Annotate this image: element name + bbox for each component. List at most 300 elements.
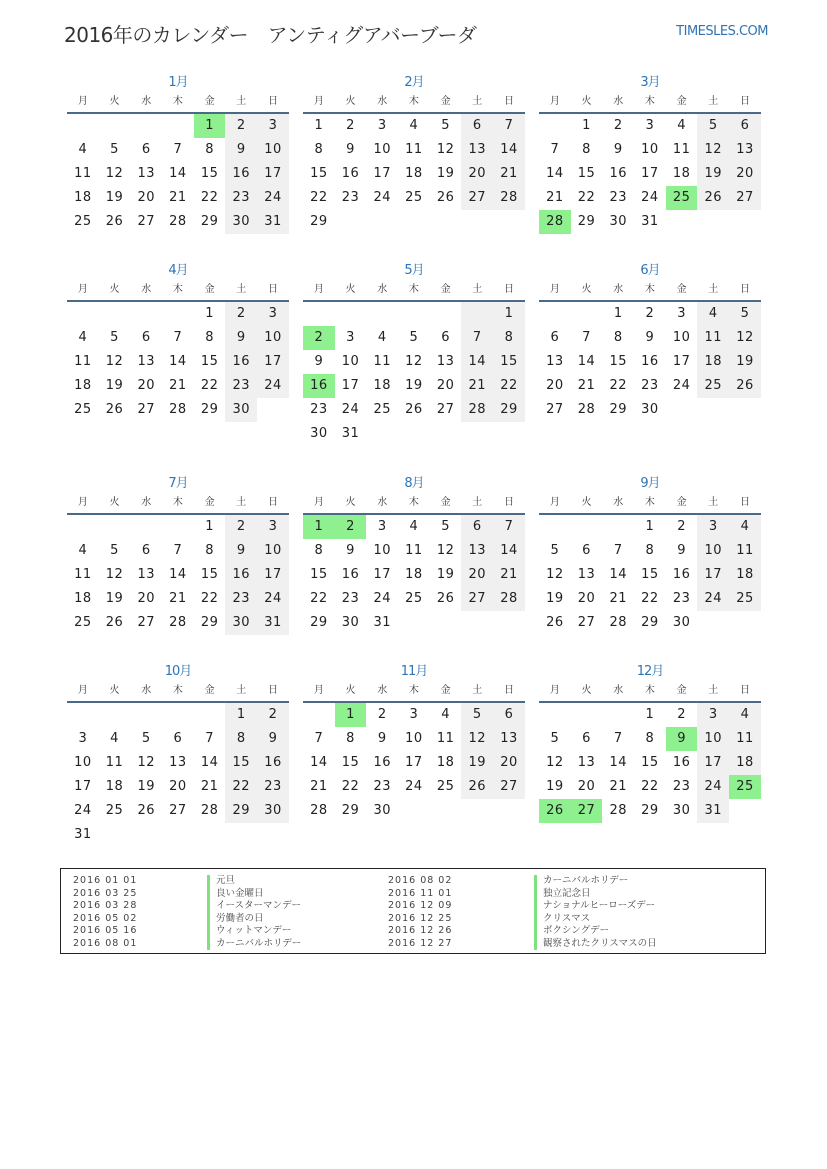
empty-cell — [430, 302, 462, 326]
day-cell: 21 — [609, 591, 627, 606]
weekday-label: 土 — [236, 284, 247, 295]
day-cell: 27 — [546, 402, 564, 417]
day-cell: 13 — [577, 567, 596, 582]
weekday-label: 水 — [141, 685, 152, 696]
day-cell: 9 — [346, 543, 355, 558]
day-cell: 11 — [405, 543, 423, 558]
day-cell: 21 — [609, 779, 627, 794]
day-cell: 7 — [613, 731, 623, 746]
day-cell: 15 — [641, 755, 659, 770]
weekday-label: 火 — [345, 685, 356, 696]
day-cell: 11 — [74, 354, 92, 369]
day-cell: 19 — [436, 166, 455, 181]
day-cell: 19 — [405, 378, 423, 393]
day-cell: 12 — [461, 727, 493, 751]
day-cell: 27 — [461, 186, 493, 210]
day-cell: 27 — [729, 186, 761, 210]
weekday-label: 木 — [644, 284, 655, 295]
empty-cell — [602, 703, 634, 727]
weekday-header — [303, 493, 525, 515]
day-cell: 1 — [645, 707, 655, 722]
weekday-label: 水 — [141, 284, 152, 295]
day-cell: 21 — [169, 591, 187, 606]
day-cell: 12 — [546, 755, 564, 770]
weekday-label: 水 — [141, 96, 152, 107]
day-cell: 14 — [200, 755, 219, 770]
holiday-date: 2016 01 01 — [73, 875, 138, 886]
holiday-day-cell: 25 — [729, 775, 761, 799]
day-cell: 9 — [225, 539, 257, 563]
day-cell: 19 — [137, 779, 155, 794]
weekday-header — [67, 493, 289, 515]
day-cell: 16 — [373, 755, 391, 770]
day-cell: 29 — [609, 402, 627, 417]
weekday-header — [539, 493, 761, 515]
weekday-label: 日 — [267, 497, 278, 508]
site-name[interactable]: TIMESLES.COM — [676, 24, 768, 39]
day-grid — [539, 703, 761, 823]
day-cell: 19 — [546, 779, 564, 794]
day-cell: 30 — [225, 611, 257, 635]
day-cell: 18 — [697, 350, 729, 374]
empty-cell — [130, 302, 162, 326]
day-cell: 19 — [461, 751, 493, 775]
holiday-date: 2016 03 25 — [73, 887, 138, 899]
holiday-day-cell: 27 — [571, 799, 603, 823]
day-cell: 26 — [436, 591, 455, 606]
month-name: 10月 — [164, 664, 192, 679]
day-cell: 30 — [225, 398, 257, 422]
day-cell: 21 — [169, 378, 187, 393]
empty-cell — [162, 302, 194, 326]
day-cell: 26 — [105, 402, 124, 417]
day-cell: 13 — [169, 755, 187, 770]
day-cell: 12 — [546, 567, 564, 582]
holiday-day-cell: 28 — [539, 210, 571, 234]
day-cell: 28 — [169, 402, 187, 417]
day-cell: 20 — [436, 378, 455, 393]
day-cell: 31 — [697, 799, 729, 823]
holiday-date: 2016 03 28 — [73, 900, 138, 911]
day-cell: 22 — [577, 190, 596, 205]
day-cell: 16 — [641, 354, 659, 369]
day-cell: 14 — [546, 166, 564, 181]
day-cell: 4 — [110, 731, 119, 746]
weekday-label: 月 — [549, 497, 560, 508]
holiday-names-right — [534, 875, 657, 950]
day-cell: 9 — [257, 727, 289, 751]
day-cell: 11 — [729, 727, 761, 751]
day-cell: 6 — [461, 515, 493, 539]
day-cell: 17 — [697, 751, 729, 775]
day-cell: 4 — [409, 519, 419, 534]
day-cell: 30 — [609, 214, 627, 229]
day-cell: 29 — [641, 803, 659, 818]
day-cell: 7 — [173, 543, 183, 558]
weekday-label: 木 — [408, 96, 419, 107]
day-cell: 3 — [257, 114, 289, 138]
day-cell: 5 — [409, 330, 419, 345]
weekday-header — [303, 681, 525, 703]
day-cell: 8 — [645, 731, 655, 746]
day-cell: 21 — [493, 162, 525, 186]
day-cell: 10 — [257, 138, 289, 162]
day-cell: 1 — [613, 306, 623, 321]
day-cell: 6 — [173, 731, 183, 746]
day-cell: 30 — [641, 402, 659, 417]
day-cell: 23 — [341, 190, 360, 205]
day-cell: 14 — [609, 567, 627, 582]
day-cell: 3 — [377, 519, 387, 534]
weekday-label: 火 — [581, 96, 592, 107]
weekday-label: 木 — [644, 497, 655, 508]
month-block — [539, 74, 761, 234]
day-cell: 23 — [672, 591, 691, 606]
weekday-label: 火 — [345, 284, 356, 295]
day-cell: 11 — [672, 142, 691, 157]
weekday-label: 木 — [172, 497, 183, 508]
month-block — [303, 663, 525, 823]
weekday-label: 木 — [644, 96, 655, 107]
day-cell: 14 — [493, 539, 525, 563]
day-cell: 25 — [74, 615, 92, 630]
weekday-label: 木 — [408, 284, 419, 295]
weekday-label: 水 — [141, 497, 152, 508]
empty-cell — [398, 302, 430, 326]
day-cell: 25 — [436, 779, 455, 794]
day-cell: 1 — [314, 118, 324, 133]
empty-cell — [571, 302, 603, 326]
day-cell: 15 — [200, 354, 219, 369]
day-cell: 21 — [169, 190, 187, 205]
holiday-day-cell: 26 — [539, 799, 571, 823]
weekday-label: 日 — [503, 284, 514, 295]
day-cell: 8 — [493, 326, 525, 350]
holiday-name: 元旦 — [207, 875, 301, 888]
day-cell: 6 — [441, 330, 450, 345]
weekday-label: 木 — [172, 284, 183, 295]
day-cell: 17 — [405, 755, 423, 770]
empty-cell — [539, 114, 571, 138]
month-block — [303, 262, 525, 446]
day-cell: 1 — [645, 519, 655, 534]
day-cell: 6 — [582, 731, 591, 746]
day-cell: 4 — [78, 543, 88, 558]
day-cell: 22 — [341, 779, 360, 794]
weekday-header — [67, 681, 289, 703]
holiday-name: カーニバルホリデー — [534, 875, 657, 888]
weekday-label: 月 — [549, 685, 560, 696]
holiday-day-cell: 16 — [303, 374, 335, 398]
day-cell: 16 — [341, 166, 360, 181]
day-cell: 18 — [729, 563, 761, 587]
day-cell: 18 — [74, 378, 92, 393]
day-cell: 30 — [341, 615, 360, 630]
day-cell: 11 — [729, 539, 761, 563]
day-cell: 17 — [697, 563, 729, 587]
day-cell: 18 — [74, 190, 92, 205]
holiday-day-cell: 25 — [666, 186, 698, 210]
holiday-day-cell: 2 — [303, 326, 335, 350]
day-cell: 5 — [550, 543, 560, 558]
month-block — [67, 475, 289, 635]
day-cell: 21 — [461, 374, 493, 398]
month-block — [539, 262, 761, 422]
day-cell: 24 — [697, 587, 729, 611]
empty-cell — [130, 114, 162, 138]
holiday-date: 2016 12 27 — [388, 937, 453, 949]
holiday-name: ナショナルヒーローズデー — [534, 900, 657, 913]
day-cell: 26 — [105, 615, 124, 630]
day-cell: 6 — [141, 330, 151, 345]
weekday-label: 日 — [267, 96, 278, 107]
empty-cell — [194, 703, 226, 727]
day-cell: 26 — [729, 374, 761, 398]
holiday-name: 観察されたクリスマスの日 — [534, 938, 657, 951]
day-cell: 24 — [74, 803, 92, 818]
weekday-label: 土 — [708, 284, 719, 295]
month-name: 2月 — [404, 75, 424, 90]
day-cell: 14 — [310, 755, 328, 770]
day-cell: 18 — [405, 567, 423, 582]
day-cell: 11 — [74, 166, 92, 181]
day-cell: 3 — [257, 302, 289, 326]
day-cell: 12 — [105, 354, 124, 369]
day-grid — [67, 703, 289, 847]
day-cell: 1 — [205, 519, 214, 534]
day-cell: 2 — [225, 114, 257, 138]
day-cell: 13 — [461, 539, 493, 563]
day-cell: 29 — [200, 615, 219, 630]
day-cell: 1 — [582, 118, 591, 133]
day-cell: 1 — [205, 306, 214, 321]
empty-cell — [539, 703, 571, 727]
holiday-day-cell: 1 — [335, 703, 367, 727]
holiday-date: 2016 08 01 — [73, 937, 138, 949]
month-block — [303, 74, 525, 234]
day-cell: 9 — [377, 731, 387, 746]
holiday-day-cell: 1 — [194, 114, 226, 138]
day-cell: 24 — [697, 775, 729, 799]
month-block — [303, 475, 525, 635]
day-cell: 4 — [697, 302, 729, 326]
day-cell: 28 — [493, 186, 525, 210]
weekday-label: 木 — [408, 685, 419, 696]
day-cell: 23 — [672, 779, 691, 794]
month-name: 4月 — [168, 263, 188, 278]
day-cell: 20 — [577, 591, 596, 606]
empty-cell — [303, 302, 335, 326]
holiday-name: 独立記念日 — [534, 888, 657, 901]
weekday-label: 木 — [172, 685, 183, 696]
month-name: 3月 — [640, 75, 660, 90]
day-cell: 17 — [373, 567, 391, 582]
month-name: 9月 — [640, 476, 660, 491]
day-cell: 10 — [257, 539, 289, 563]
day-grid — [67, 114, 289, 234]
day-cell: 10 — [697, 727, 729, 751]
day-cell: 8 — [205, 543, 214, 558]
day-cell: 8 — [205, 330, 214, 345]
day-cell: 29 — [577, 214, 596, 229]
weekday-label: 日 — [739, 96, 750, 107]
weekday-label: 水 — [377, 685, 388, 696]
day-cell: 22 — [493, 374, 525, 398]
day-cell: 6 — [141, 142, 151, 157]
weekday-label: 月 — [313, 284, 324, 295]
holiday-dates-right — [388, 875, 452, 950]
weekday-label: 水 — [613, 96, 624, 107]
day-cell: 21 — [577, 378, 596, 393]
day-cell: 28 — [577, 402, 596, 417]
day-cell: 5 — [697, 114, 729, 138]
day-cell: 24 — [672, 378, 691, 393]
day-cell: 2 — [377, 707, 387, 722]
day-cell: 7 — [493, 515, 525, 539]
empty-cell — [162, 515, 194, 539]
day-cell: 14 — [493, 138, 525, 162]
weekday-label: 月 — [313, 497, 324, 508]
day-cell: 15 — [200, 567, 219, 582]
holiday-names-left — [207, 875, 301, 950]
day-cell: 9 — [314, 354, 324, 369]
day-cell: 13 — [137, 567, 155, 582]
day-cell: 20 — [137, 378, 155, 393]
day-cell: 23 — [609, 190, 627, 205]
day-cell: 8 — [346, 731, 355, 746]
day-cell: 19 — [436, 567, 455, 582]
day-cell: 3 — [697, 703, 729, 727]
weekday-label: 金 — [204, 685, 215, 696]
day-cell: 25 — [405, 190, 423, 205]
day-cell: 30 — [373, 803, 391, 818]
day-grid — [303, 302, 525, 446]
day-cell: 24 — [341, 402, 360, 417]
day-cell: 7 — [461, 326, 493, 350]
day-cell: 9 — [225, 326, 257, 350]
weekday-label: 水 — [377, 96, 388, 107]
empty-cell — [571, 703, 603, 727]
day-cell: 24 — [641, 190, 659, 205]
empty-cell — [99, 515, 131, 539]
day-cell: 8 — [645, 543, 655, 558]
day-grid — [539, 515, 761, 635]
day-cell: 14 — [169, 354, 187, 369]
day-cell: 11 — [74, 567, 92, 582]
weekday-label: 月 — [313, 685, 324, 696]
day-cell: 28 — [493, 587, 525, 611]
day-cell: 20 — [137, 190, 155, 205]
day-cell: 19 — [697, 162, 729, 186]
empty-cell — [99, 114, 131, 138]
day-cell: 21 — [493, 563, 525, 587]
day-cell: 5 — [550, 731, 560, 746]
holiday-date: 2016 08 02 — [388, 875, 453, 886]
month-block — [67, 663, 289, 847]
day-cell: 3 — [346, 330, 355, 345]
day-cell: 15 — [341, 755, 360, 770]
day-cell: 3 — [409, 707, 419, 722]
day-cell: 22 — [310, 190, 328, 205]
day-cell: 21 — [546, 190, 564, 205]
empty-cell — [99, 703, 131, 727]
day-cell: 13 — [729, 138, 761, 162]
day-cell: 10 — [257, 326, 289, 350]
day-cell: 29 — [200, 214, 219, 229]
day-cell: 8 — [225, 727, 257, 751]
day-cell: 19 — [105, 378, 124, 393]
day-cell: 16 — [225, 563, 257, 587]
day-cell: 6 — [493, 703, 525, 727]
day-cell: 12 — [729, 326, 761, 350]
day-cell: 19 — [105, 190, 124, 205]
weekday-label: 日 — [739, 284, 750, 295]
day-grid — [67, 515, 289, 635]
holiday-name: カーニバルホリデー — [207, 938, 301, 951]
day-cell: 18 — [105, 779, 124, 794]
day-cell: 29 — [341, 803, 360, 818]
day-cell: 17 — [373, 166, 391, 181]
day-cell: 7 — [582, 330, 591, 345]
holiday-day-cell: 1 — [303, 515, 335, 539]
day-cell: 18 — [729, 751, 761, 775]
empty-cell — [99, 302, 131, 326]
day-cell: 8 — [613, 330, 623, 345]
day-grid — [67, 302, 289, 422]
weekday-label: 土 — [472, 284, 483, 295]
weekday-label: 火 — [109, 497, 120, 508]
empty-cell — [539, 302, 571, 326]
day-cell: 23 — [225, 186, 257, 210]
empty-cell — [335, 302, 367, 326]
day-cell: 19 — [729, 350, 761, 374]
day-cell: 12 — [436, 142, 455, 157]
weekday-label: 火 — [345, 497, 356, 508]
day-cell: 22 — [641, 779, 659, 794]
weekday-label: 土 — [708, 685, 719, 696]
day-cell: 23 — [225, 587, 257, 611]
weekday-label: 木 — [172, 96, 183, 107]
day-cell: 28 — [310, 803, 328, 818]
empty-cell — [67, 515, 99, 539]
day-cell: 25 — [74, 402, 92, 417]
month-block — [67, 74, 289, 234]
day-cell: 2 — [645, 306, 655, 321]
day-cell: 18 — [672, 166, 691, 181]
weekday-label: 金 — [676, 497, 687, 508]
day-cell: 6 — [729, 114, 761, 138]
weekday-label: 水 — [613, 497, 624, 508]
day-cell: 4 — [677, 118, 686, 133]
day-cell: 2 — [677, 707, 686, 722]
weekday-label: 水 — [613, 685, 624, 696]
weekday-header — [303, 92, 525, 114]
day-cell: 7 — [314, 731, 324, 746]
day-cell: 14 — [169, 166, 187, 181]
day-cell: 2 — [225, 515, 257, 539]
day-cell: 7 — [550, 142, 560, 157]
weekday-label: 金 — [204, 284, 215, 295]
empty-cell — [67, 703, 99, 727]
day-cell: 4 — [441, 707, 450, 722]
day-cell: 12 — [697, 138, 729, 162]
day-cell: 23 — [257, 775, 289, 799]
month-name: 1月 — [168, 75, 188, 90]
day-cell: 29 — [641, 615, 659, 630]
day-cell: 17 — [257, 350, 289, 374]
day-cell: 25 — [405, 591, 423, 606]
weekday-label: 月 — [77, 685, 88, 696]
